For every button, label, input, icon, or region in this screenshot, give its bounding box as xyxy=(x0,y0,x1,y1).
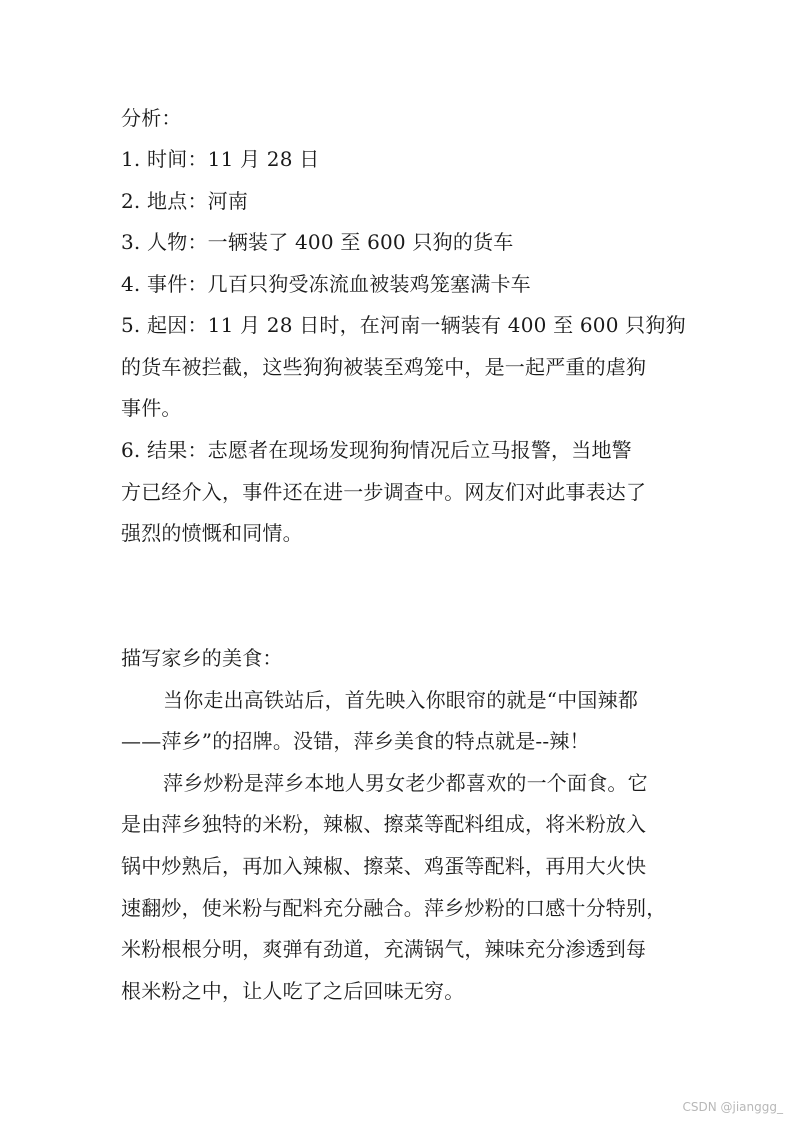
essay-paragraph2-line-3: 锅中炒熟后，再加入辣椒、擦菜、鸡蛋等配料，再用大火快 xyxy=(121,854,647,878)
analysis-result-line-3: 强烈的愤慨和同情。 xyxy=(121,521,303,545)
analysis-item-time: 1. 时间：11 月 28 日 xyxy=(121,147,320,171)
analysis-result-line-2: 方已经介入，事件还在进一步调查中。网友们对此事表达了 xyxy=(121,480,647,504)
essay-paragraph1-line-2: ——萍乡”的招牌。没错，萍乡美食的特点就是--辣！ xyxy=(121,729,590,753)
essay-paragraph2-line-4: 速翻炒，使米粉与配料充分融合。萍乡炒粉的口感十分特别， xyxy=(121,896,667,920)
analysis-result-line-1: 6. 结果：志愿者在现场发现狗狗情况后立马报警，当地警 xyxy=(121,438,632,462)
analysis-item-place: 2. 地点：河南 xyxy=(121,189,249,213)
essay-paragraph2-line-2: 是由萍乡独特的米粉，辣椒、擦菜等配料组成，将米粉放入 xyxy=(121,812,647,836)
essay-paragraph1-line-1: 当你走出高铁站后，首先映入你眼帘的就是“中国辣都 xyxy=(163,688,639,712)
analysis-item-people: 3. 人物：一辆装了 400 至 600 只狗的货车 xyxy=(121,230,514,254)
analysis-heading: 分析： xyxy=(121,106,182,130)
essay-paragraph2-line-6: 根米粉之中，让人吃了之后回味无穷。 xyxy=(121,979,465,1003)
essay-heading: 描写家乡的美食： xyxy=(121,646,283,670)
analysis-cause-line-3: 事件。 xyxy=(121,396,182,420)
essay-paragraph2-line-1: 萍乡炒粉是萍乡本地人男女老少都喜欢的一个面食。它 xyxy=(163,771,648,795)
analysis-cause-line-2: 的货车被拦截，这些狗狗被装至鸡笼中，是一起严重的虐狗 xyxy=(121,355,647,379)
essay-paragraph2-line-5: 米粉根根分明，爽弹有劲道，充满锅气，辣味充分渗透到每 xyxy=(121,937,647,961)
analysis-cause-line-1: 5. 起因：11 月 28 日时，在河南一辆装有 400 至 600 只狗狗 xyxy=(121,313,686,337)
csdn-watermark: CSDN @jianggg_ xyxy=(682,1100,783,1114)
analysis-item-event: 4. 事件：几百只狗受冻流血被装鸡笼塞满卡车 xyxy=(121,272,531,296)
